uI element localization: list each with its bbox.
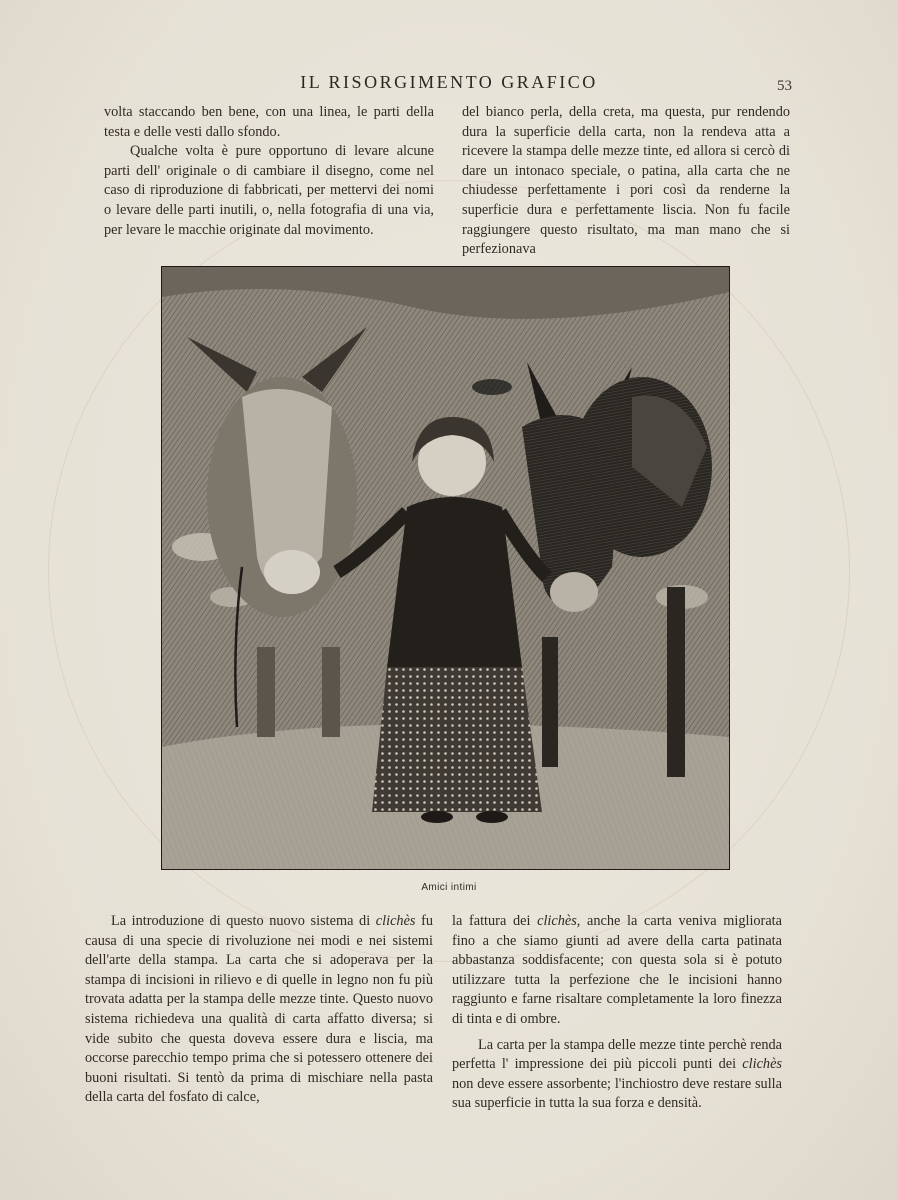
text-run: La carta per la stampa delle mezze tinte perchè renda perfetta l' impressione dei più piccoli punti dei <box>452 1036 782 1073</box>
top-right-column <box>462 103 790 260</box>
paragraph: del bianco perla, della creta, ma questa, pur rendendo dura la superficie della carta, non la rendeva atta a ricevere la stampa delle mezze tinte, ed allora si cercò di dare un intonaco speciale, o patina, alla carta che ne chiudesse perfettamente i pori così da renderne la superficie dura e perfettamente liscia. Non fu facile raggiungere questo risultato, ma man mano che si perfezionava <box>462 104 790 258</box>
text-run: non deve essere assorbente; l'inchiostro deve restare sulla sua superficie in tutta la sua forza e densità. <box>452 1075 782 1112</box>
top-left-column <box>104 103 434 240</box>
bottom-left-column <box>85 912 433 1108</box>
running-title: IL RISORGIMENTO GRAFICO <box>300 72 598 92</box>
paragraph: Qualche volta è pure opportuno di levare alcune parti dell' originale o di cambiare il disegno, come nel caso di riproduzione di fabbricati, per mettervi dei nomi o levare delle parti inutili, o, nella fotografia di una via, per levare le macchie originate dal movimento. <box>104 143 434 238</box>
text-run: anche la carta veniva migliorata fino a che siamo giunti ad avere della carta patinata abbastanza soddisfacente; con questa sola si è potuto utilizzare tutta la perfezione che le incisioni hanno raggiunto e farne risaltare completamente la loro finezza di tinta e di ombre. <box>452 913 782 1027</box>
paragraph <box>452 1036 782 1114</box>
paragraph <box>85 912 433 1108</box>
illustration-caption: Amici intimi <box>421 882 477 893</box>
italic-term: clichès, <box>537 913 581 929</box>
engraving-illustration <box>162 267 729 869</box>
page-number: 53 <box>777 78 792 94</box>
engraving-plate <box>161 266 730 870</box>
italic-term: clichès <box>742 1056 782 1073</box>
text-run: La introduzione di questo nuovo sistema di <box>111 913 376 929</box>
paragraph <box>452 912 782 1030</box>
bottom-right-column <box>452 912 782 1114</box>
text-run: la fattura dei <box>452 913 538 929</box>
text-run: fu causa di una specie di rivoluzione nei modi e nei sistemi dell'arte della stampa. La carta che si adoperava per la stampa di incisioni in rilievo e di quelle in legno non fu più trovata adatta per la stampa delle mezze tinte. Questo nuovo sistema richiedeva una qualità di carta affatto diversa; si vide subito che questa doveva essere dura e liscia, ma occorse parecchio tempo prima che si potessero ottenere dei buoni risultati. Si tentò da prima di mischiare nella pasta della carta del fosfato di calce, <box>85 913 433 1106</box>
paragraph: volta staccando ben bene, con una linea, le parti della testa e delle vesti dallo sfondo. <box>104 104 434 140</box>
running-head <box>0 70 898 100</box>
italic-term: clichès <box>375 913 416 929</box>
